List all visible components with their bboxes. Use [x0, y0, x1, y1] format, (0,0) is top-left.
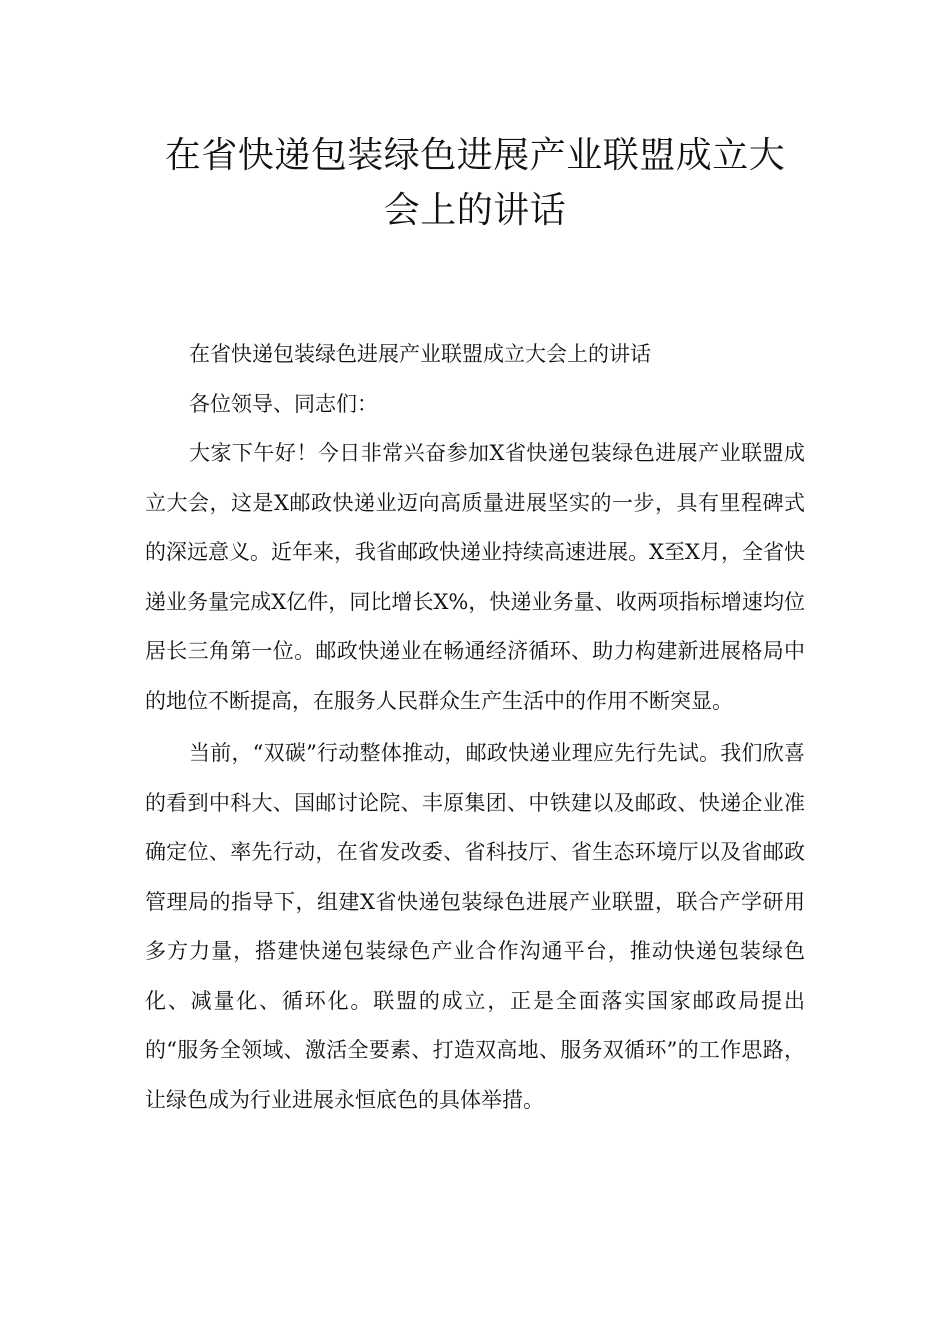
subtitle-paragraph: 在省快递包装绿色进展产业联盟成立大会上的讲话 — [189, 342, 651, 366]
title-line-2: 会上的讲话 — [383, 190, 567, 231]
salutation-paragraph: 各位领导、同志们： — [189, 391, 378, 416]
body-paragraph-1: 大家下午好！今日非常兴奋参加X省快递包装绿色进展产业联盟成立大会，这是X邮政快递业迈向高质量进展坚实的一步，具有里程碑式的深远意义。近年来，我省邮政快递业持续高速进展。X至X月，全省快递业务量完成X亿件，同比增长X%，快递业务量、收两项指标增速均位居长三角第一位。邮政快递业在畅通经济循环、助力构建新进展格局中的地位不断提高，在服务人民群众生产生活中的作用不断突显。 — [145, 441, 805, 713]
body-paragraph-2: 当前，“双碳”行动整体推动，邮政快递业理应先行先试。我们欣喜的看到中科大、国邮讨论院、丰原集团、中铁建以及邮政、快递企业准确定位、率先行动，在省发改委、省科技厅、省生态环境厅以及省邮政管理局的指导下，组建X省快递包装绿色进展产业联盟，联合产学研用多方力量，搭建快递包装绿色产业合作沟通平台，推动快递包装绿色化、减量化、循环化。联盟的成立，正是全面落实国家邮政局提出的“服务全领域、激活全要素、打造双高地、服务双循环”的工作思路，让绿色成为行业进展永恒底色的具体举措。 — [145, 741, 805, 1112]
document-title — [100, 128, 850, 238]
document-body — [145, 330, 805, 1125]
title-line-1: 在省快递包装绿色进展产业联盟成立大 — [164, 135, 786, 176]
